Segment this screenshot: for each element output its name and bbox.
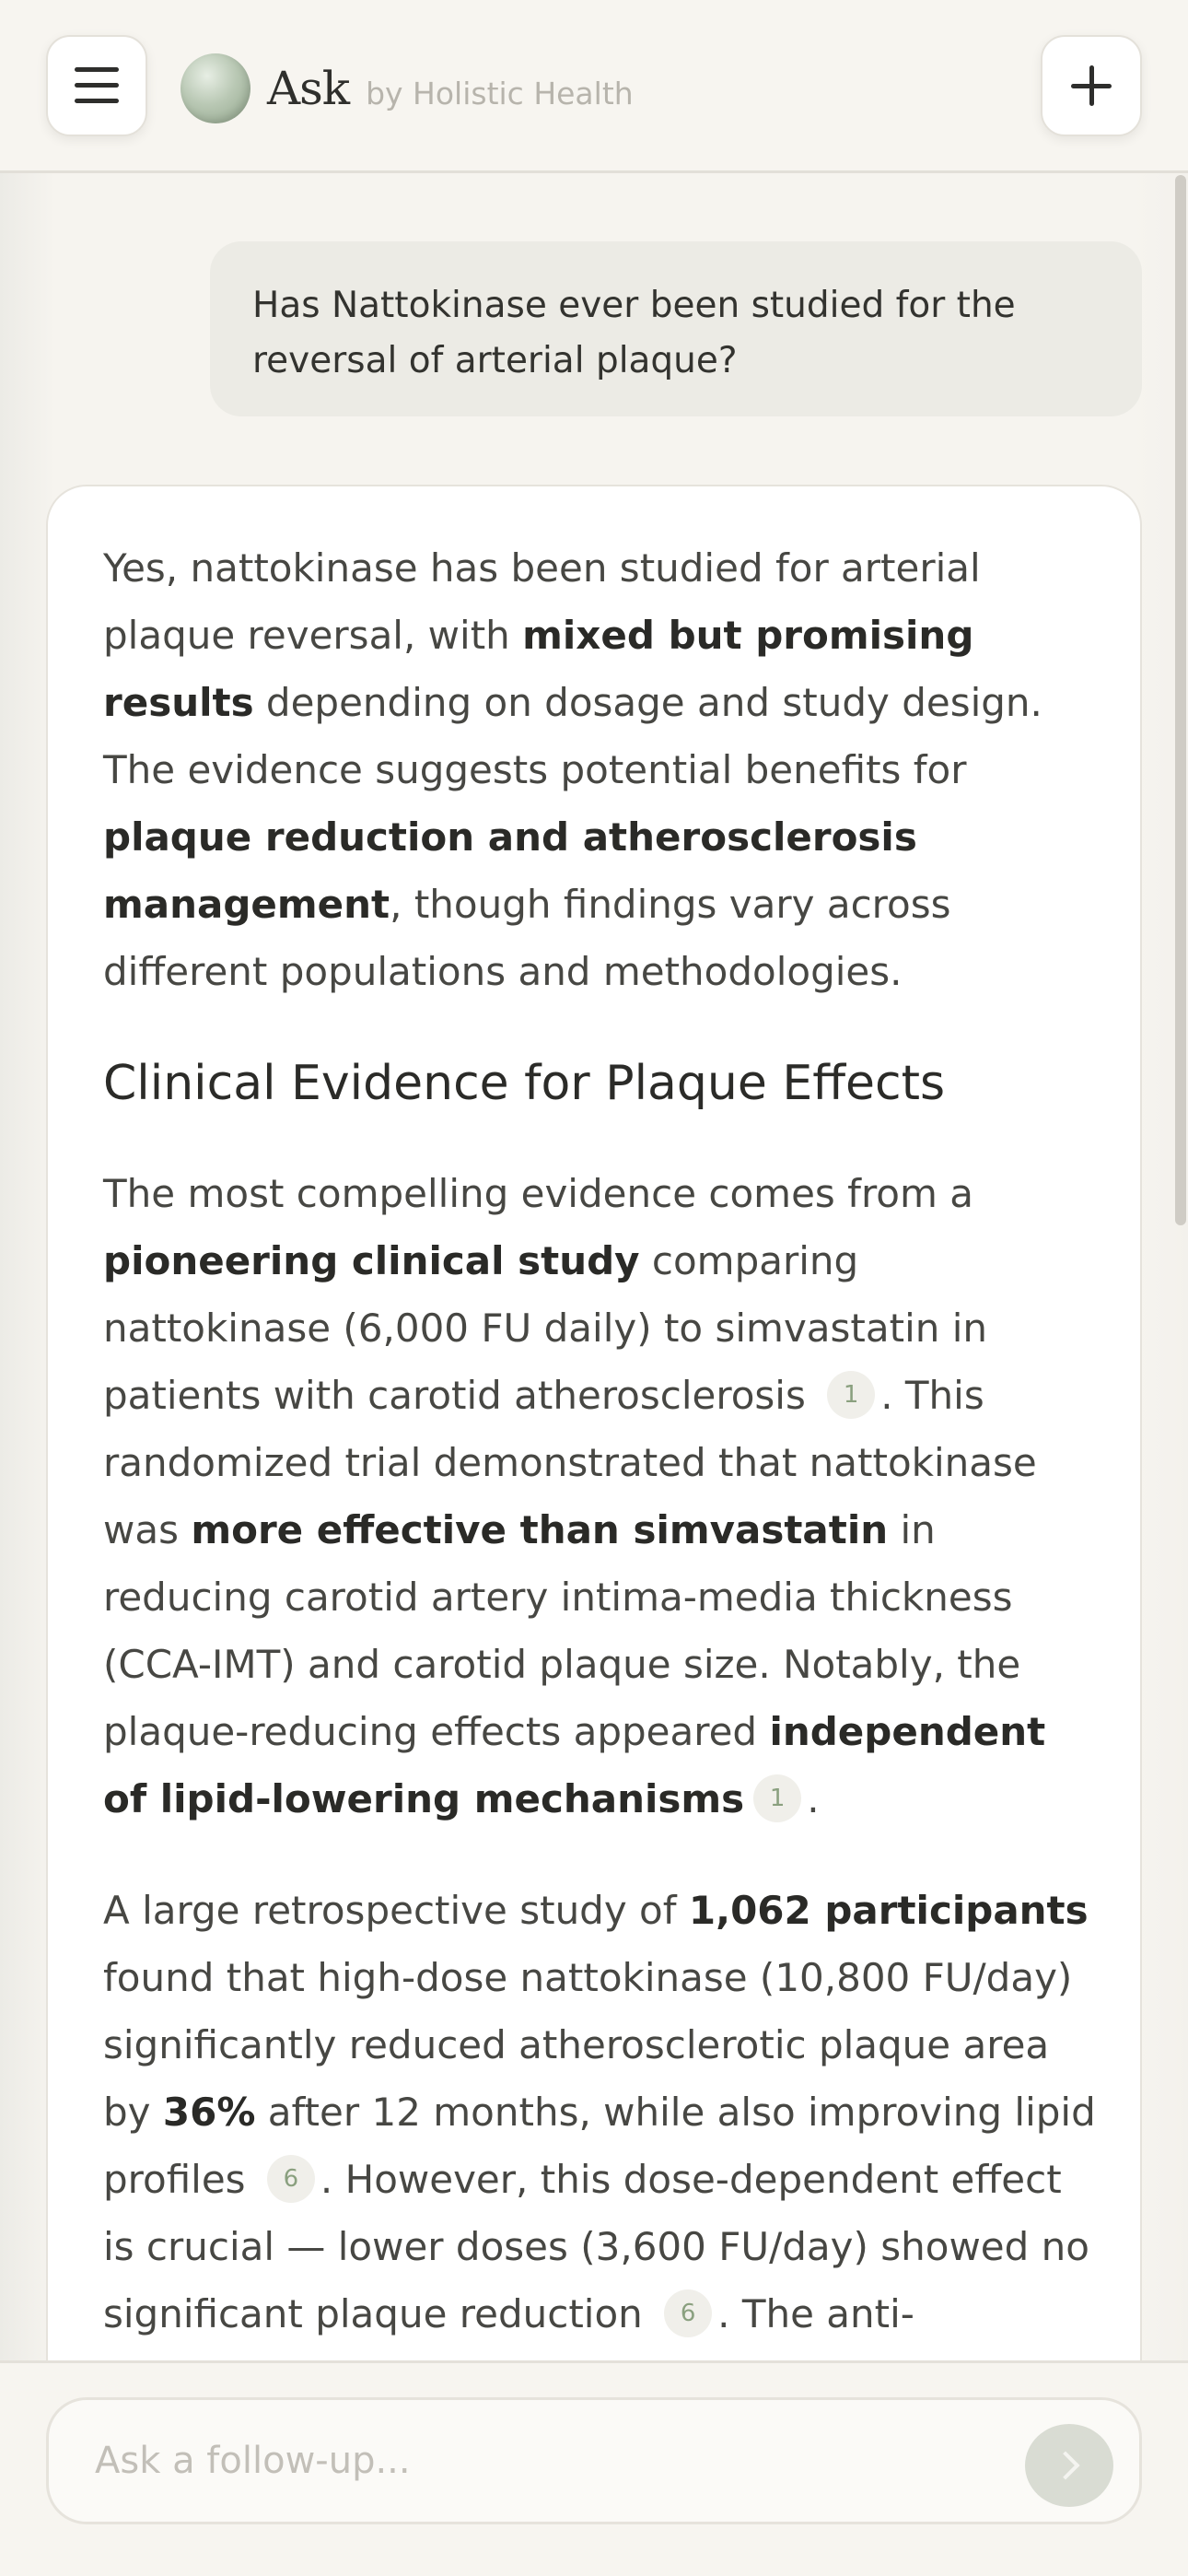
answer-text: The most compelling evidence comes from a [103, 1171, 973, 1216]
answer-paragraph [103, 1877, 1096, 2415]
chevron-right-icon [1051, 2451, 1079, 2479]
answer-bold-text: plaque reduction and atherosclerosis management [103, 814, 917, 927]
followup-input-container [46, 2397, 1142, 2524]
hamburger-icon [75, 67, 119, 104]
plus-icon [1071, 65, 1112, 106]
user-message-bubble: Has Nattokinase ever been studied for the reversal of arterial plaque? [210, 241, 1142, 416]
citation-badge[interactable]: 6 [664, 2289, 712, 2337]
answer-text: comparing nattokinase (6,000 FU daily) to simvastatin in patients with carotid atherosclerosis [103, 1238, 988, 1418]
answer-text: depending on dosage and study design. The evidence suggests potential benefits for [103, 680, 1042, 792]
answer-bold-text: 1,062 participants [688, 1888, 1089, 1933]
menu-button[interactable] [46, 35, 147, 136]
answer-bold-text: pioneering clinical study [103, 1238, 640, 1283]
answer-text: . [807, 1776, 820, 1821]
answer-bold-text: more effective than simvastatin [191, 1507, 889, 1552]
orb-logo-icon [181, 53, 250, 123]
answer-text: , though findings vary across different populations and methodologies. [103, 882, 951, 994]
answer-text: . The anti- [717, 2291, 914, 2336]
section-heading: Clinical Evidence for Plaque Effects [103, 1056, 946, 1111]
brand [181, 52, 634, 125]
answer-card [46, 485, 1142, 2419]
send-button[interactable] [1025, 2424, 1113, 2507]
answer-text: Yes, nattokinase has been studied for arterial plaque reversal, with [103, 545, 981, 658]
answer-paragraph [103, 1160, 1096, 1832]
answer-text: found that high-dose nattokinase (10,800 FU/day) significantly reduced atherosclerotic plaque area by [103, 1955, 1073, 2135]
answer-text: A large retrospective study of [103, 1888, 689, 1933]
answer-paragraph [103, 534, 1096, 1005]
header [0, 0, 1188, 173]
answer-text: after 12 months, while also improving lipid profiles [103, 2090, 1096, 2202]
citation-badge[interactable]: 1 [827, 1371, 875, 1419]
answer-text: . This randomized trial demonstrated that nattokinase was [103, 1373, 1037, 1552]
scrollbar-thumb[interactable] [1175, 175, 1186, 1225]
answer-bold-text: mixed but promising results [103, 613, 974, 725]
answer-text: . However, this dose-dependent effect is crucial — lower doses (3,600 FU/day) showed no significant plaque reduction [103, 2157, 1089, 2336]
answer-bold-text: independent of lipid-lowering mechanisms [103, 1709, 1046, 1821]
brand-subtitle: by Holistic Health [366, 75, 634, 111]
new-chat-button[interactable] [1041, 35, 1142, 136]
brand-name: Ask [267, 62, 350, 115]
answer-text: in reducing carotid artery intima-media thickness (CCA-IMT) and carotid plaque size. Notably, the plaque-reducing effects appeared [103, 1507, 1021, 1754]
followup-input[interactable] [95, 2400, 1016, 2522]
answer-bold-text: 36% [162, 2090, 256, 2135]
citation-badge[interactable]: 6 [267, 2155, 315, 2203]
citation-badge[interactable]: 1 [753, 1774, 801, 1822]
